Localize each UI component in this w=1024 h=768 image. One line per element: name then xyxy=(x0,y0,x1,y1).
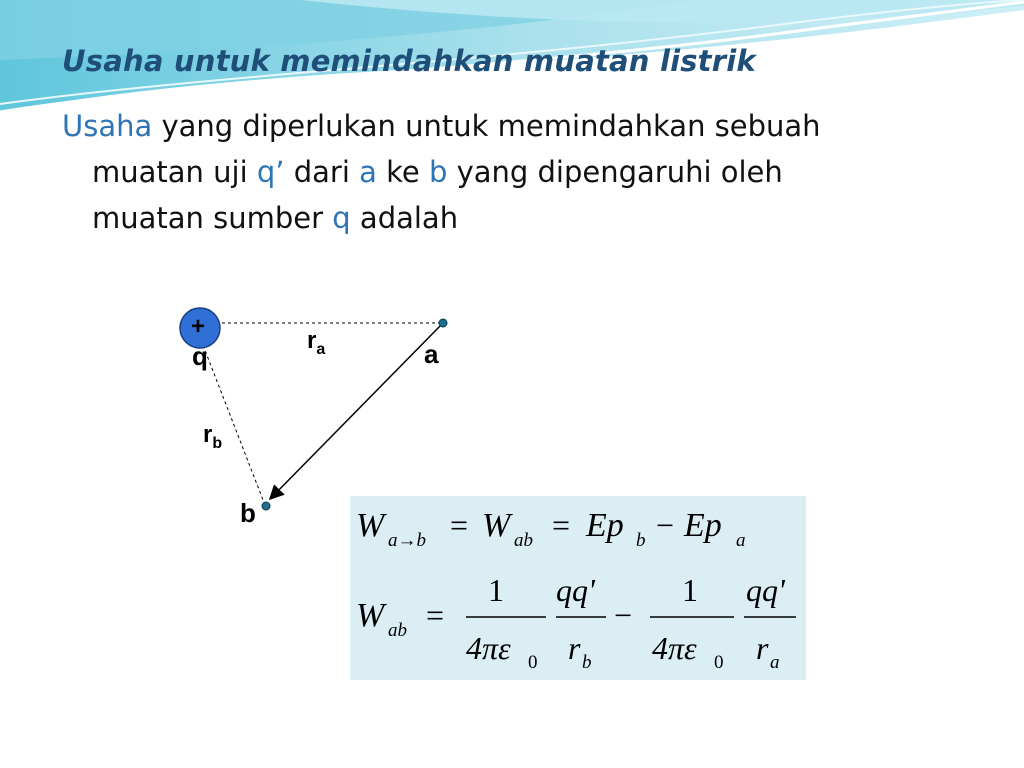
charge-q-label: q xyxy=(192,341,208,371)
point-b-dot xyxy=(262,502,270,510)
f2-num1: 1 xyxy=(488,572,504,608)
word-a: a xyxy=(359,155,377,189)
word-q-prime: q’ xyxy=(256,155,285,189)
f1-sub-a: a xyxy=(736,530,746,551)
point-a-dot xyxy=(439,319,447,327)
f2-num4: qq' xyxy=(746,572,785,608)
body-line-1 xyxy=(62,109,821,143)
body-text-4: ke xyxy=(376,155,429,189)
word-q: q xyxy=(332,201,351,235)
formula-box xyxy=(350,496,806,680)
charge-plus-sign: + xyxy=(191,313,206,340)
body-text-2: muatan uji xyxy=(92,155,257,189)
formula-svg xyxy=(350,496,806,680)
body-text-1: yang diperlukan untuk memindahkan sebuah xyxy=(152,109,821,143)
ra-label: $r_a$ xyxy=(307,327,326,358)
f2-den1-sub: 0 xyxy=(528,652,538,673)
f2-den1: 4πε xyxy=(466,630,511,666)
f1-Ep-a: Ep xyxy=(684,507,722,544)
slide-body-text xyxy=(62,103,972,241)
f2-num2: qq' xyxy=(556,572,595,608)
f1-sub-ab: ab xyxy=(514,530,533,551)
slide-title: Usaha untuk memindahkan muatan listrik xyxy=(62,44,756,78)
f1-eq1: = xyxy=(450,507,469,543)
f1-sub-a-to-b: a→b xyxy=(388,530,426,551)
f2-sub-ab: ab xyxy=(388,620,407,641)
f1-W: W xyxy=(356,507,385,544)
word-usaha: Usaha xyxy=(62,109,153,143)
body-text-6: muatan sumber xyxy=(92,201,333,235)
f2-den2: r xyxy=(568,630,581,666)
body-line-2 xyxy=(62,149,972,195)
f2-W: W xyxy=(356,597,385,634)
word-b: b xyxy=(428,155,448,189)
body-line-3 xyxy=(62,195,972,241)
point-a-label: a xyxy=(424,339,439,369)
body-text-5: yang dipengaruhi oleh xyxy=(447,155,783,189)
f2-den3: 4πε xyxy=(652,630,697,666)
f2-den3-sub: 0 xyxy=(714,652,724,673)
f2-minus: − xyxy=(614,597,633,633)
f1-W2: W xyxy=(482,507,511,544)
body-text-3: dari xyxy=(284,155,360,189)
f1-minus: − xyxy=(656,507,675,543)
f1-eq2: = xyxy=(552,507,571,543)
rb-label: $r_b$ xyxy=(203,421,223,452)
f2-den4-sub: a xyxy=(770,652,780,673)
body-text-7: adalah xyxy=(350,201,459,235)
path-arrow xyxy=(271,323,443,498)
f2-den4: r xyxy=(756,630,769,666)
f2-num3: 1 xyxy=(682,572,698,608)
point-b-label: b xyxy=(240,498,256,528)
f2-eq: = xyxy=(426,597,445,633)
f1-sub-b: b xyxy=(636,530,646,551)
f1-Ep-b: Ep xyxy=(586,507,624,544)
f2-den2-sub: b xyxy=(582,652,592,673)
